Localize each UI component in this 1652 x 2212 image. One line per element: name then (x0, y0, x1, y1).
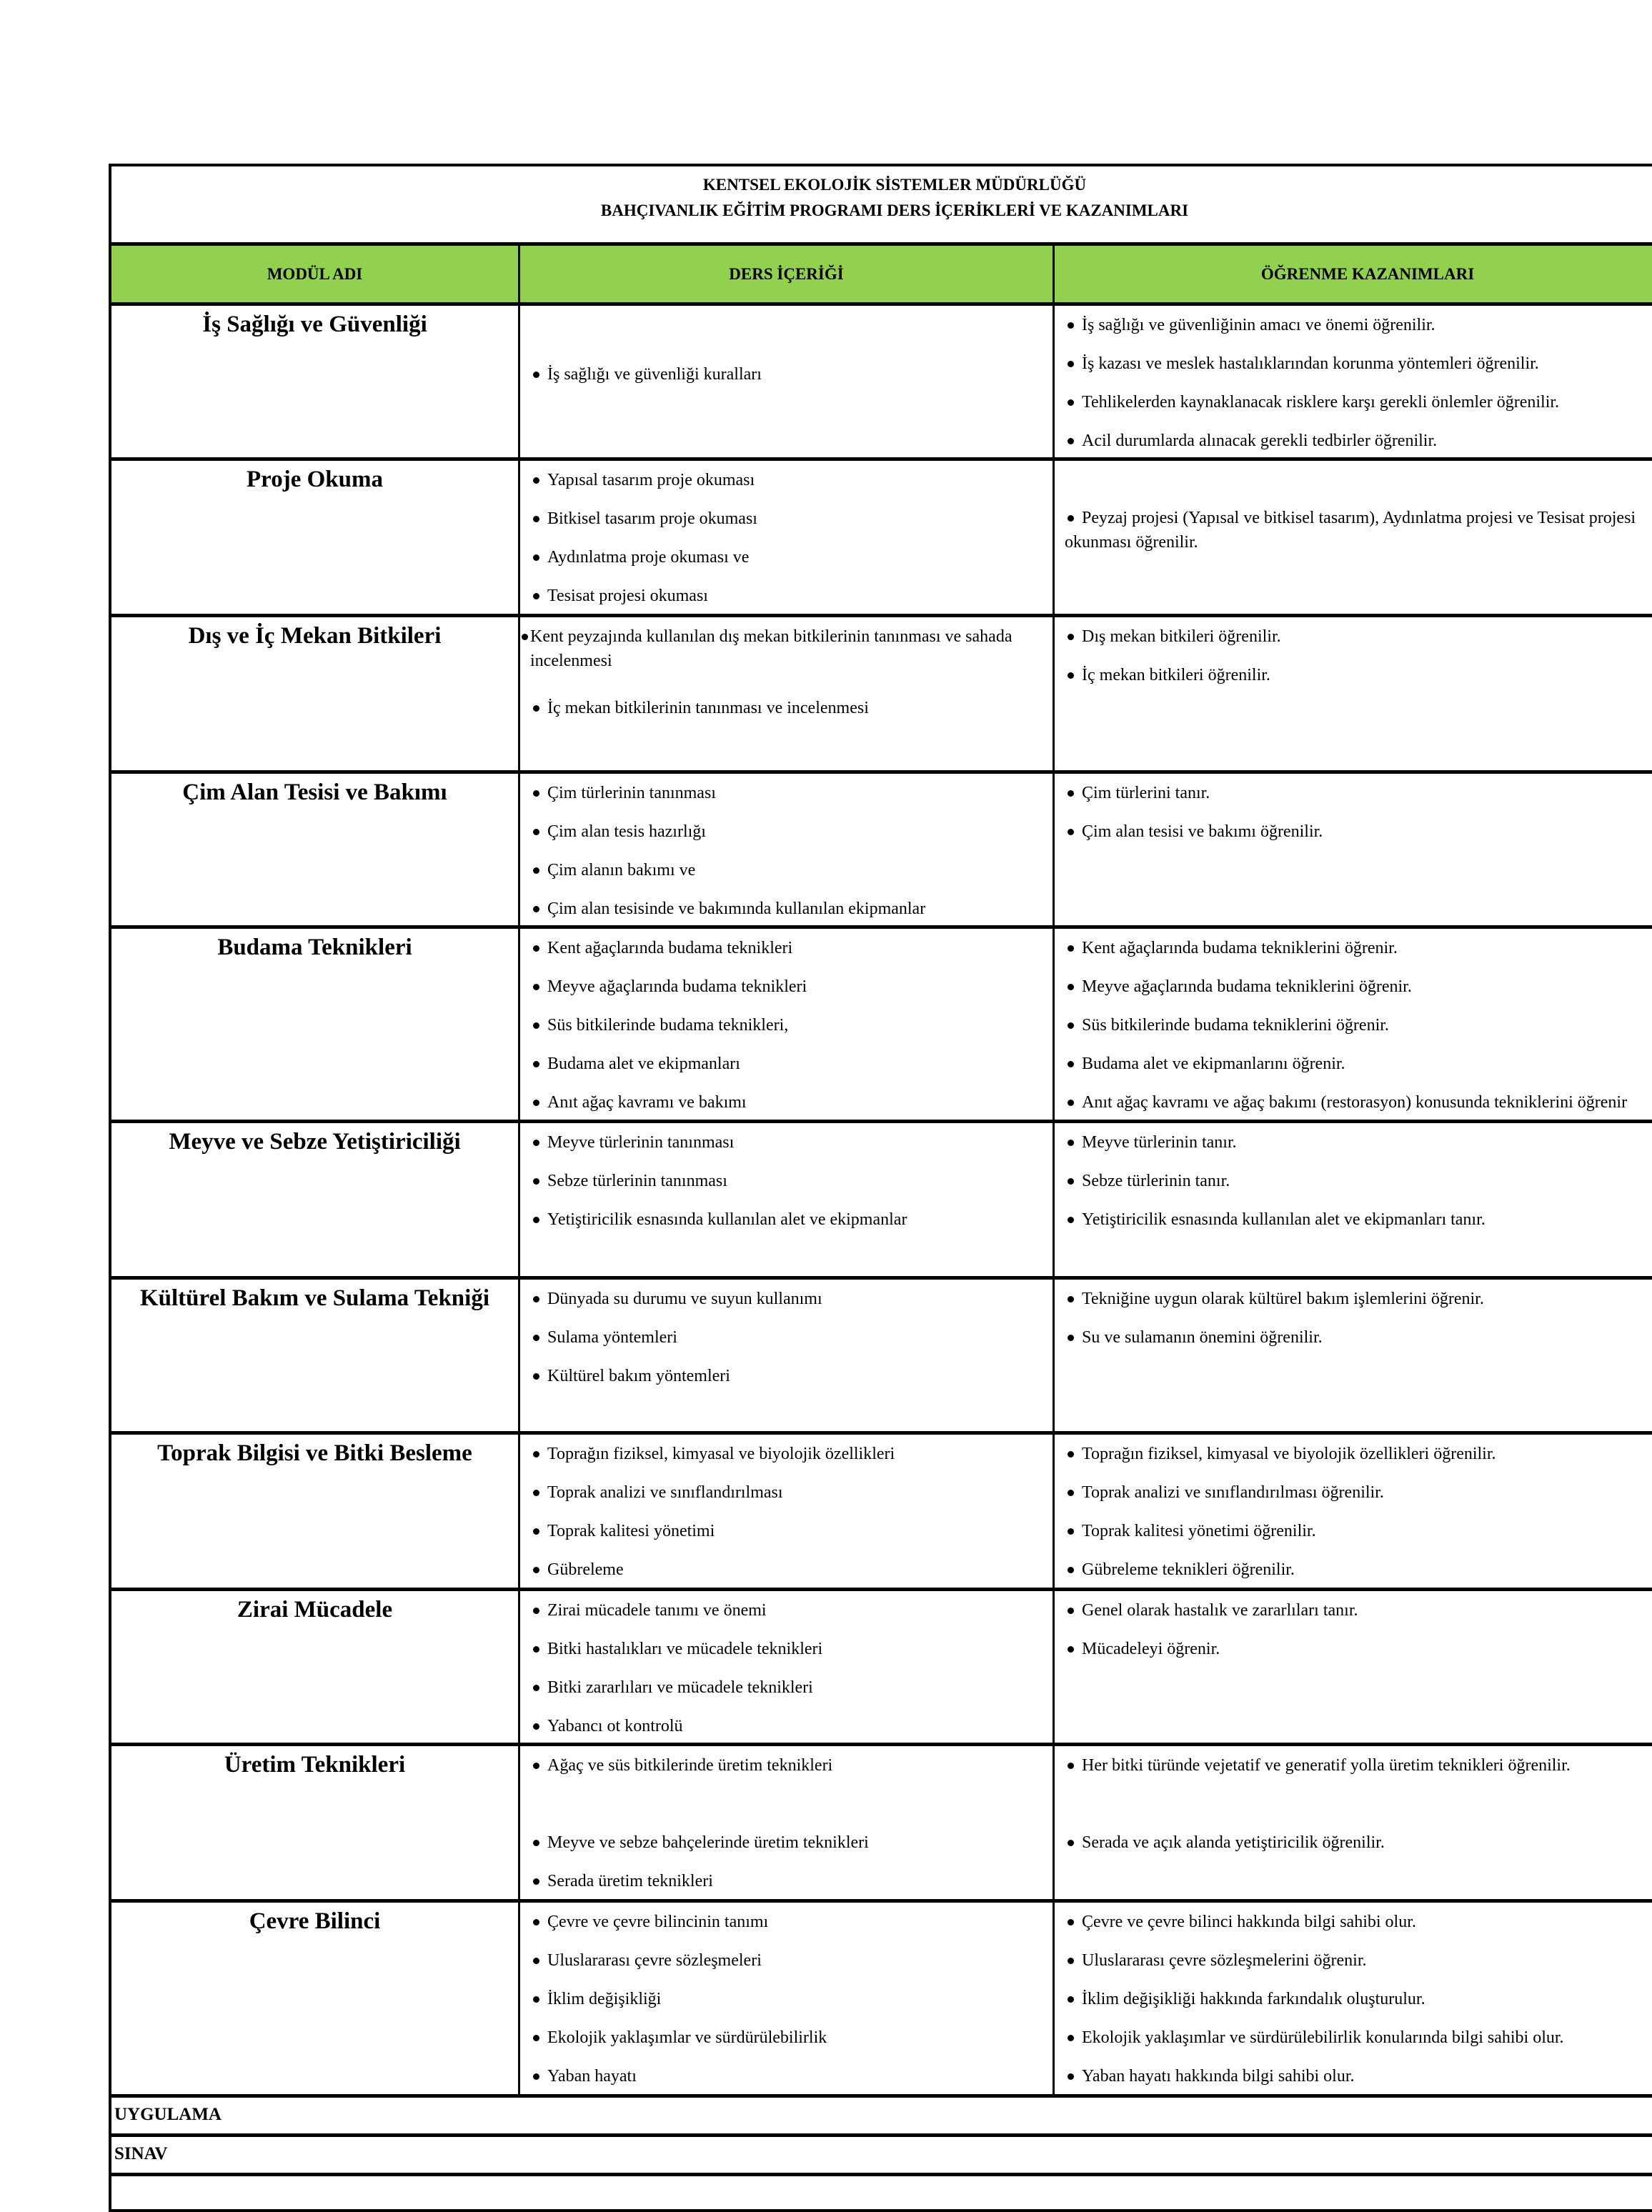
outcomes-list (1055, 1746, 1652, 1855)
list-item (520, 858, 1053, 882)
list-item (1055, 1442, 1652, 1466)
outcomes-list (1055, 306, 1652, 453)
table-title (109, 164, 1652, 242)
list-item (520, 1013, 1053, 1037)
content-list (520, 1123, 1053, 1232)
list-item (1055, 1052, 1652, 1076)
lesson-content-cell (520, 1280, 1055, 1431)
module-row (109, 1276, 1652, 1431)
list-item (520, 1987, 1053, 2011)
list-item-text: Uluslararası çevre sözleşmelerini öğrenir. (1082, 1951, 1367, 1970)
list-item-text: Çim alan tesisi ve bakımı öğrenilir. (1082, 822, 1323, 841)
list-item-text: Serada üretim teknikleri (547, 1872, 713, 1890)
list-item (1055, 2026, 1652, 2050)
list-item (1055, 624, 1652, 649)
list-item (1055, 936, 1652, 960)
list-item-text: Meyve ağaçlarında budama teknikleri (547, 977, 807, 996)
list-item (520, 1714, 1053, 1738)
title-line-2: BAHÇIVANLIK EĞİTİM PROGRAMI DERS İÇERİKLERİ VE KAZANIMLARI (600, 201, 1189, 219)
module-row (109, 1899, 1652, 2094)
learning-outcomes-cell (1055, 1591, 1652, 1743)
list-item-text: İş kazası ve meslek hastalıklarından korunma yöntemleri öğrenilir. (1082, 354, 1539, 373)
content-list (520, 929, 1053, 1115)
list-item-text: Uluslararası çevre sözleşmeleri (547, 1951, 762, 1970)
list-item-text: Peyzaj projesi (Yapısal ve bitkisel tasarım), Aydınlatma projesi ve Tesisat projesi okunması öğrenilir. (1065, 509, 1636, 552)
list-item (1055, 1598, 1652, 1623)
outcomes-list (1055, 1903, 1652, 2088)
list-item (1055, 429, 1652, 453)
lesson-content-cell (520, 929, 1055, 1120)
list-item (1055, 1287, 1652, 1311)
learning-outcomes-cell (1055, 306, 1652, 457)
list-item (1055, 1830, 1652, 1855)
list-item-text: Yetiştiricilik esnasında kullanılan alet ve ekipmanları tanır. (1082, 1210, 1486, 1229)
list-item-text: Süs bitkilerinde budama tekniklerini öğrenir. (1082, 1016, 1389, 1035)
list-item-text: Su ve sulamanın önemini öğrenilir. (1082, 1328, 1323, 1347)
learning-outcomes-cell (1055, 1903, 1652, 2094)
content-list (520, 1903, 1053, 2088)
learning-outcomes-cell (1055, 1280, 1652, 1431)
module-name: Çim Alan Tesisi ve Bakımı (111, 774, 520, 925)
footer-empty (109, 2173, 1652, 2212)
module-name: Zirai Mücadele (111, 1591, 520, 1743)
col-header-module: MODÜL ADI (111, 246, 520, 302)
list-item-text: Budama alet ve ekipmanları (547, 1055, 740, 1073)
list-item (520, 1910, 1053, 1934)
list-item (1055, 506, 1652, 554)
list-item (520, 2026, 1053, 2050)
list-item-text: Yabancı ot kontrolü (547, 1717, 683, 1735)
list-item-text: Kent ağaçlarında budama teknikleri (547, 939, 793, 957)
list-item-text: Meyve türlerinin tanınması (547, 1133, 735, 1152)
learning-outcomes-cell (1055, 461, 1652, 614)
list-item-text: Çevre ve çevre bilinci hakkında bilgi sahibi olur. (1082, 1913, 1416, 1931)
list-item-text: Gübreleme (547, 1560, 624, 1579)
list-item (520, 1169, 1053, 1193)
list-item-text: Toprağın fiziksel, kimyasal ve biyolojik özellikleri (547, 1445, 895, 1463)
list-item-text: Sulama yöntemleri (547, 1328, 677, 1347)
list-item-text: Ağaç ve süs bitkilerinde üretim teknikleri (547, 1756, 833, 1775)
list-item-text: İklim değişikliği hakkında farkındalık oluşturulur. (1082, 1990, 1425, 2008)
list-item (520, 1480, 1053, 1505)
list-item (1055, 1637, 1652, 1661)
lesson-content-cell (520, 1435, 1055, 1588)
list-item (520, 1287, 1053, 1311)
list-item (520, 1598, 1053, 1623)
list-item (520, 819, 1053, 844)
list-item-text: Toprak kalitesi yönetimi öğrenilir. (1082, 1522, 1316, 1540)
module-name: Üretim Teknikleri (111, 1746, 520, 1899)
list-item (520, 1675, 1053, 1700)
list-item-text: Tehlikelerden kaynaklanacak risklere karşı gerekli önlemler öğrenilir. (1082, 393, 1560, 412)
lesson-content-cell (520, 461, 1055, 614)
footer-uygulama: UYGULAMA (109, 2094, 1652, 2133)
module-name: Meyve ve Sebze Yetiştiriciliği (111, 1123, 520, 1276)
list-item (520, 1519, 1053, 1543)
lesson-content-cell (520, 774, 1055, 925)
content-list (520, 461, 1053, 608)
list-item-text: Sebze türlerinin tanır. (1082, 1172, 1230, 1190)
list-item (520, 1558, 1053, 1582)
lesson-content-cell (520, 1591, 1055, 1743)
learning-outcomes-cell (1055, 1435, 1652, 1588)
list-item (1055, 1013, 1652, 1037)
list-item (1055, 1987, 1652, 2011)
list-item (520, 975, 1053, 999)
content-list (520, 362, 762, 401)
list-item-text: Her bitki türünde vejetatif ve generatif yolla üretim teknikleri öğrenilir. (1082, 1756, 1571, 1775)
list-item (1055, 1910, 1652, 1934)
list-item (1055, 1519, 1652, 1543)
module-row (109, 614, 1652, 770)
outcomes-list (1055, 929, 1652, 1115)
list-item (1055, 1480, 1652, 1505)
list-item (1055, 352, 1652, 376)
list-item (520, 1052, 1053, 1076)
curriculum-table (109, 164, 1652, 2212)
list-item-text: Ekolojik yaklaşımlar ve sürdürülebilirlik (547, 2028, 827, 2047)
list-item-text: Kültürel bakım yöntemleri (547, 1367, 730, 1385)
module-row (109, 1431, 1652, 1588)
list-item-text: Yetiştiricilik esnasında kullanılan alet ve ekipmanlar (547, 1210, 907, 1229)
lesson-content-cell (520, 617, 1055, 770)
list-item-text: Çim türlerinin tanınması (547, 784, 716, 802)
outcomes-list (1055, 506, 1652, 569)
list-item-text: Ekolojik yaklaşımlar ve sürdürülebilirlik konularında bilgi sahibi olur. (1082, 2028, 1564, 2047)
learning-outcomes-cell (1055, 617, 1652, 770)
list-item (1055, 1325, 1652, 1350)
list-item-text: Bitki zararlıları ve mücadele teknikleri (547, 1678, 813, 1697)
outcomes-list (1055, 1435, 1652, 1582)
outcomes-list (1055, 1123, 1652, 1232)
list-item-text: Çim alanın bakımı ve (547, 861, 696, 880)
module-row (109, 770, 1652, 925)
list-item-text: Çim alan tesisinde ve bakımında kullanılan ekipmanlar (547, 900, 926, 918)
list-item-text: İş sağlığı ve güvenliğinin amacı ve önemi öğrenilir. (1082, 316, 1435, 334)
list-item-text: Çim türlerini tanır. (1082, 784, 1210, 802)
list-item (520, 1442, 1053, 1466)
list-item (520, 362, 762, 387)
list-item (1055, 781, 1652, 805)
module-row (109, 925, 1652, 1120)
list-item (520, 584, 1053, 608)
list-item (520, 1130, 1053, 1155)
content-list (520, 1280, 1053, 1388)
list-item-text: Gübreleme teknikleri öğrenilir. (1082, 1560, 1295, 1579)
module-name: İş Sağlığı ve Güvenliği (111, 306, 520, 457)
content-list (520, 1435, 1053, 1582)
list-item-text: Yaban hayatı (547, 2067, 637, 2086)
list-item (520, 507, 1053, 531)
lesson-content-cell (520, 1123, 1055, 1276)
list-item-text: Bitkisel tasarım proje okuması (547, 509, 757, 528)
module-name: Çevre Bilinci (111, 1903, 520, 2094)
module-row (109, 457, 1652, 614)
list-item-text: Toprak analizi ve sınıflandırılması (547, 1483, 783, 1502)
list-item-text: Meyve ağaçlarında budama tekniklerini öğrenir. (1082, 977, 1412, 996)
list-item-text: Anıt ağaç kavramı ve bakımı (547, 1093, 747, 1112)
list-item-text: Çim alan tesis hazırlığı (547, 822, 706, 841)
list-item-text: Dış mekan bitkileri öğrenilir. (1082, 627, 1281, 646)
module-name: Proje Okuma (111, 461, 520, 614)
list-item-text: Toprağın fiziksel, kimyasal ve biyolojik özellikleri öğrenilir. (1082, 1445, 1496, 1463)
list-item (1055, 1558, 1652, 1582)
list-item-text: İç mekan bitkileri öğrenilir. (1082, 666, 1270, 684)
module-row (109, 1588, 1652, 1743)
list-item-text: Yapısal tasarım proje okuması (547, 471, 755, 489)
list-item-text: Kent peyzajında kullanılan dış mekan bitkilerinin tanınması ve sahada incelenmesi (530, 627, 1012, 670)
list-item (520, 936, 1053, 960)
outcomes-list (1055, 1591, 1652, 1661)
list-item-text: Acil durumlarda alınacak gerekli tedbirler öğrenilir. (1082, 432, 1438, 450)
col-header-content: DERS İÇERİĞİ (520, 246, 1055, 302)
list-item-text: Toprak analizi ve sınıflandırılması öğrenilir. (1082, 1483, 1384, 1502)
module-name: Dış ve İç Mekan Bitkileri (111, 617, 520, 770)
list-item (520, 781, 1053, 805)
list-item-text: İş sağlığı ve güvenliği kuralları (547, 365, 762, 384)
outcomes-list (1055, 774, 1652, 844)
list-item (1055, 1130, 1652, 1155)
module-name: Budama Teknikleri (111, 929, 520, 1120)
list-item-text: Kent ağaçlarında budama tekniklerini öğrenir. (1082, 939, 1398, 957)
list-item-text: Süs bitkilerinde budama teknikleri, (547, 1016, 789, 1035)
list-item (520, 1090, 1053, 1115)
list-item-text: Sebze türlerinin tanınması (547, 1172, 727, 1190)
list-item-text: İklim değişikliği (547, 1990, 662, 2008)
list-item (1055, 1207, 1652, 1232)
list-item (520, 1325, 1053, 1350)
list-item (1055, 1753, 1652, 1778)
lesson-content-cell (520, 1746, 1055, 1899)
list-item (1055, 1090, 1652, 1115)
list-item (1055, 2064, 1652, 2088)
list-item (520, 1948, 1053, 1973)
column-header-row (109, 242, 1652, 302)
list-item (520, 2064, 1053, 2088)
list-item-text: Yaban hayatı hakkında bilgi sahibi olur. (1082, 2067, 1355, 2086)
list-item (520, 1637, 1053, 1661)
list-item-text: Genel olarak hastalık ve zararlıları tanır. (1082, 1601, 1358, 1620)
list-item-text: Tesisat projesi okuması (547, 587, 708, 605)
content-list (520, 1591, 1053, 1738)
list-item-text: Tekniğine uygun olarak kültürel bakım işlemlerini öğrenir. (1082, 1290, 1484, 1308)
list-item-text: Toprak kalitesi yönetimi (547, 1522, 715, 1540)
learning-outcomes-cell (1055, 774, 1652, 925)
list-item-text: Serada ve açık alanda yetiştiricilik öğrenilir. (1082, 1833, 1385, 1852)
module-name: Kültürel Bakım ve Sulama Tekniği (111, 1280, 520, 1431)
list-item (520, 468, 1053, 492)
list-item-text: Budama alet ve ekipmanlarını öğrenir. (1082, 1055, 1345, 1073)
learning-outcomes-cell (1055, 1746, 1652, 1899)
list-item (520, 545, 1053, 569)
list-item-text: Meyve ve sebze bahçelerinde üretim teknikleri (547, 1833, 869, 1852)
list-item (1055, 1169, 1652, 1193)
list-item (520, 897, 1053, 921)
module-row (109, 1743, 1652, 1899)
learning-outcomes-cell (1055, 1123, 1652, 1276)
list-item (520, 1753, 1053, 1778)
list-item (520, 1364, 1053, 1388)
module-row (109, 1120, 1652, 1276)
list-item (520, 1869, 1053, 1893)
lesson-content-cell (520, 306, 1055, 457)
list-item-text: Aydınlatma proje okuması ve (547, 548, 750, 567)
list-item (1055, 975, 1652, 999)
title-line-1: KENTSEL EKOLOJİK SİSTEMLER MÜDÜRLÜĞÜ (702, 176, 1087, 194)
list-item (520, 1830, 1053, 1855)
module-row (109, 302, 1652, 457)
list-item-text: Çevre ve çevre bilincinin tanımı (547, 1913, 769, 1931)
list-item-text: Meyve türlerinin tanır. (1082, 1133, 1237, 1152)
footer-sinav: SINAV (109, 2133, 1652, 2173)
list-item-text: Mücadeleyi öğrenir. (1082, 1640, 1220, 1658)
list-item (520, 624, 1053, 673)
list-item (520, 1207, 1053, 1232)
list-item-text: Zirai mücadele tanımı ve önemi (547, 1601, 767, 1620)
lesson-content-cell (520, 1903, 1055, 2094)
outcomes-list (1055, 617, 1652, 687)
content-list (520, 1746, 1053, 1893)
content-list (520, 774, 1053, 921)
list-item (1055, 819, 1652, 844)
learning-outcomes-cell (1055, 929, 1652, 1120)
list-item-text: İç mekan bitkilerinin tanınması ve incelenmesi (547, 699, 869, 717)
outcomes-list (1055, 1280, 1652, 1350)
list-item (520, 696, 1053, 720)
list-item (1055, 1948, 1652, 1973)
list-item (1055, 390, 1652, 414)
module-name: Toprak Bilgisi ve Bitki Besleme (111, 1435, 520, 1588)
list-item-text: Bitki hastalıkları ve mücadele teknikleri (547, 1640, 823, 1658)
list-item (1055, 663, 1652, 687)
col-header-outcomes: ÖĞRENME KAZANIMLARI (1260, 264, 1475, 283)
list-item-text: Anıt ağaç kavramı ve ağaç bakımı (restorasyon) konusunda tekniklerini öğrenir (1082, 1093, 1628, 1112)
content-list (520, 617, 1053, 720)
list-item-text: Dünyada su durumu ve suyun kullanımı (547, 1290, 822, 1308)
list-item (1055, 313, 1652, 337)
